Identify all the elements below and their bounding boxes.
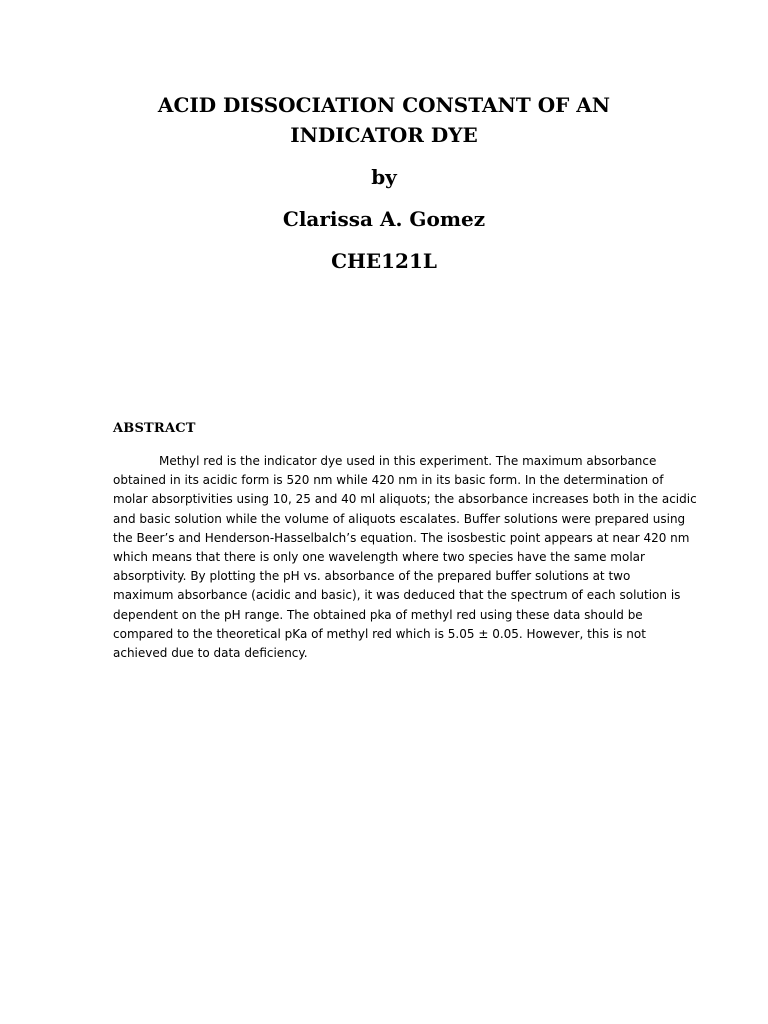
abstract-line: Methyl red is the indicator dye used in this experiment. The maximum absorbance <box>159 454 657 468</box>
abstract-line: molar absorptivities using 10, 25 and 40 ml aliquots; the absorbance increases both in the acidic <box>113 492 697 507</box>
abstract-heading: ABSTRACT <box>113 421 196 436</box>
author-name: Clarissa A. Gomez <box>282 207 486 231</box>
abstract-line: compared to the theoretical pKa of methyl red which is 5.05 ± 0.05. However, this is not <box>113 626 646 641</box>
course-code: CHE121L <box>331 249 437 273</box>
abstract-line: obtained in its acidic form is 520 nm while 420 nm in its basic form. In the determination of <box>113 473 664 488</box>
abstract-line: the Beer’s and Henderson-Hasselbalch’s equation. The isosbestic point appears at near 420 nm <box>113 530 690 545</box>
abstract-line: absorptivity. By plotting the pH vs. absorbance of the prepared buffer solutions at two <box>113 569 631 584</box>
abstract-line: dependent on the pH range. The obtained pka of methyl red using these data should be <box>113 607 643 622</box>
abstract-line: achieved due to data deficiency. <box>113 645 308 660</box>
by-label: by <box>371 165 397 189</box>
abstract-body <box>113 452 697 663</box>
document-title-line-1: ACID DISSOCIATION CONSTANT OF AN <box>157 93 611 117</box>
abstract-line: which means that there is only one wavelength where two species have the same molar <box>113 549 645 564</box>
abstract-line: and basic solution while the volume of aliquots escalates. Buffer solutions were prepared using <box>113 511 686 526</box>
abstract-line: maximum absorbance (acidic and basic), it was deduced that the spectrum of each solution is <box>113 588 681 603</box>
title-block <box>0 90 768 276</box>
document-title-line-2: INDICATOR DYE <box>290 123 478 147</box>
